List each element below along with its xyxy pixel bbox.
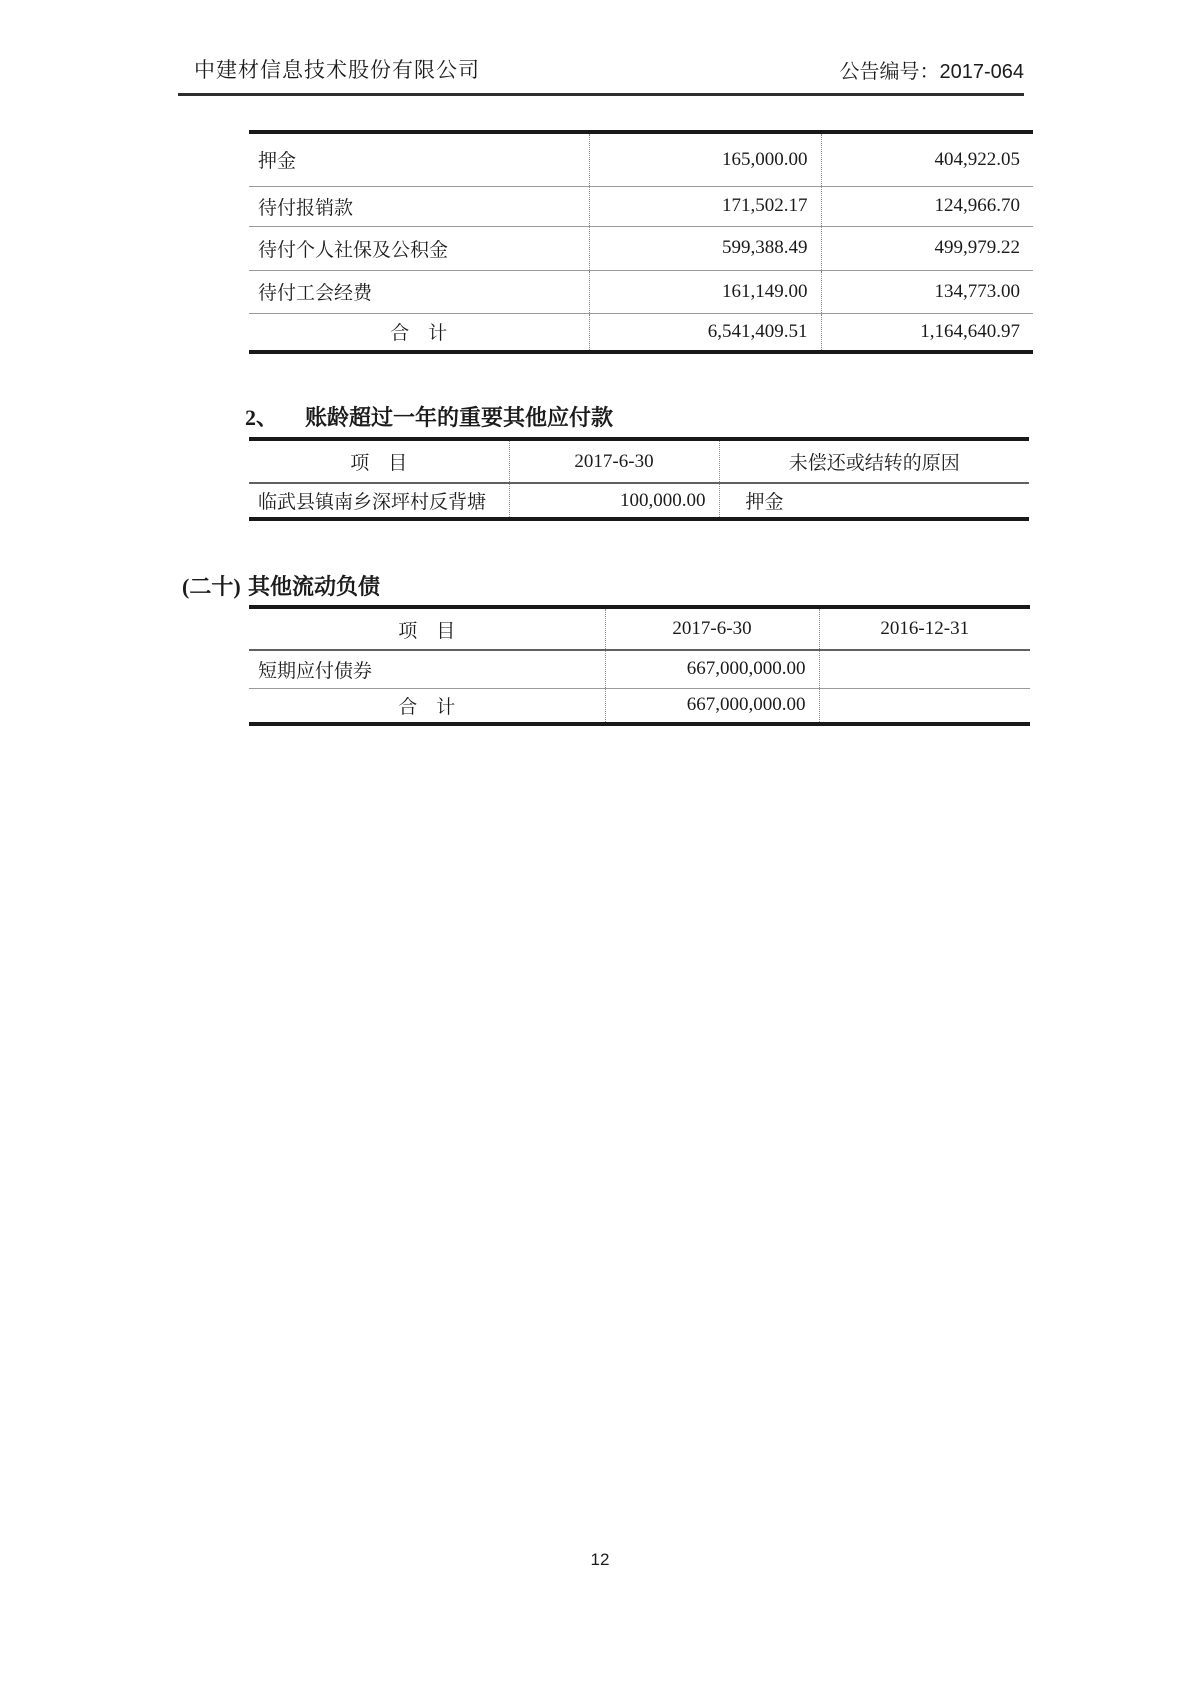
cell-v2016: 124,966.70 bbox=[821, 186, 1033, 226]
total-row bbox=[249, 688, 1030, 724]
notice-value: 2017-064 bbox=[939, 61, 1024, 83]
table-row bbox=[249, 650, 1030, 688]
col-header-2017: 2017-6-30 bbox=[605, 607, 819, 650]
cell-amount: 100,000.00 bbox=[509, 483, 719, 519]
cell-v2016: 134,773.00 bbox=[821, 270, 1033, 313]
company-name: 中建材信息技术股份有限公司 bbox=[194, 58, 480, 82]
cell-item: 待付个人社保及公积金 bbox=[249, 226, 589, 270]
table-row bbox=[249, 132, 1033, 186]
section-number: (二十) bbox=[182, 574, 241, 599]
cell-total-label: 合 计 bbox=[249, 313, 589, 352]
table-row bbox=[249, 483, 1029, 519]
cell-item: 待付报销款 bbox=[249, 186, 589, 226]
table-row bbox=[249, 186, 1033, 226]
cell-item: 临武县镇南乡深坪村反背塘 bbox=[249, 483, 509, 519]
cell-v2016: 1,164,640.97 bbox=[821, 313, 1033, 352]
cell-v2016 bbox=[819, 688, 1030, 724]
section-number: 2、 bbox=[245, 405, 279, 430]
col-header-reason: 未偿还或结转的原因 bbox=[719, 439, 1029, 483]
cell-v2017: 599,388.49 bbox=[589, 226, 821, 270]
header-row bbox=[249, 439, 1029, 483]
cell-v2017: 6,541,409.51 bbox=[589, 313, 821, 352]
cell-v2017: 165,000.00 bbox=[589, 132, 821, 186]
cell-v2017: 171,502.17 bbox=[589, 186, 821, 226]
section-title: 其他流动负债 bbox=[248, 574, 381, 599]
table-row bbox=[249, 226, 1033, 270]
section-title: 账龄超过一年的重要其他应付款 bbox=[305, 405, 614, 430]
col-header-2016: 2016-12-31 bbox=[819, 607, 1030, 650]
cell-v2016 bbox=[819, 650, 1030, 688]
cell-reason: 押金 bbox=[719, 483, 1029, 519]
cell-item: 短期应付债券 bbox=[249, 650, 605, 688]
notice-number bbox=[839, 55, 1024, 84]
cell-v2017: 161,149.00 bbox=[589, 270, 821, 313]
total-row bbox=[249, 313, 1033, 352]
cell-item: 待付工会经费 bbox=[249, 270, 589, 313]
page-header bbox=[178, 54, 1024, 96]
aging-payables-table bbox=[249, 437, 1029, 521]
notice-label: 公告编号： bbox=[839, 61, 940, 83]
cell-v2016: 404,922.05 bbox=[821, 132, 1033, 186]
cell-v2017: 667,000,000.00 bbox=[605, 650, 819, 688]
page-number: 12 bbox=[590, 1550, 610, 1569]
col-header-item: 项 目 bbox=[350, 453, 408, 474]
section-heading-aging bbox=[245, 403, 613, 432]
other-payables-table bbox=[249, 130, 1033, 354]
col-header-item: 项 目 bbox=[398, 620, 456, 642]
cell-item: 押金 bbox=[258, 151, 297, 173]
cell-v2016: 499,979.22 bbox=[821, 226, 1033, 270]
other-current-liabilities-table bbox=[249, 605, 1030, 726]
header-row bbox=[249, 607, 1030, 650]
section-heading-other-current-liabilities bbox=[182, 572, 380, 601]
cell-v2017: 667,000,000.00 bbox=[605, 688, 819, 724]
cell-total-label: 合 计 bbox=[249, 688, 605, 724]
col-header-date: 2017-6-30 bbox=[509, 439, 719, 483]
table-row bbox=[249, 270, 1033, 313]
